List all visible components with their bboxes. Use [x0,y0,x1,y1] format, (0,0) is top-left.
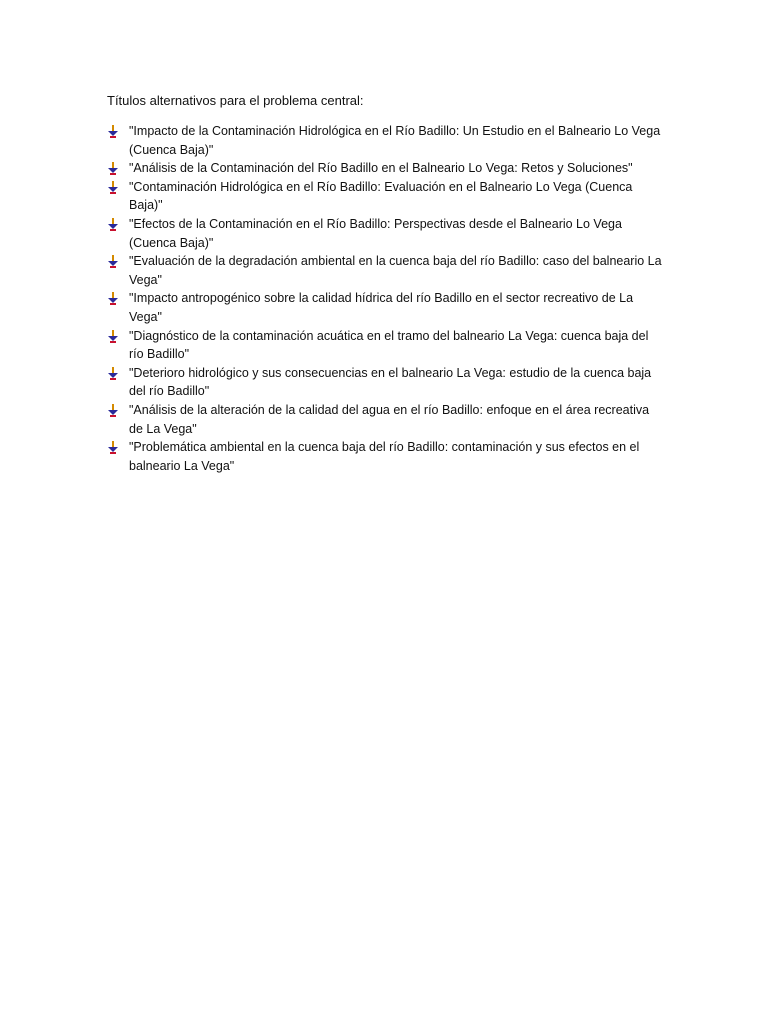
list-item-text: "Impacto de la Contaminación Hidrológica en el Río Badillo: Un Estudio en el Balneario Lo Vega (Cuenca Baja)" [129,124,661,157]
list-item [107,122,663,159]
list-item [107,252,663,289]
document-page [107,92,663,475]
arrow-down-bullet-icon [107,404,119,417]
list-item-text: "Impacto antropogénico sobre la calidad hídrica del río Badillo en el sector recreativo de La Vega" [129,291,634,324]
arrow-down-bullet-icon [107,441,119,454]
arrow-down-bullet-icon [107,162,119,175]
document-heading: Títulos alternativos para el problema central: [107,93,364,108]
list-item [107,289,663,326]
list-item [107,327,663,364]
list-item [107,364,663,401]
arrow-down-bullet-icon [107,367,119,380]
list-item [107,401,663,438]
arrow-down-bullet-icon [107,330,119,343]
list-item-text: "Análisis de la Contaminación del Río Badillo en el Balneario Lo Vega: Retos y Soluciones" [129,161,633,176]
list-item-text: "Análisis de la alteración de la calidad del agua en el río Badillo: enfoque en el área recreativa de La Vega" [129,402,650,436]
arrow-down-bullet-icon [107,218,119,231]
list-item [107,178,663,215]
list-item-text: "Problemática ambiental en la cuenca baja del río Badillo: contaminación y sus efectos en el balneario La Vega" [129,440,640,473]
list-item-text: "Diagnóstico de la contaminación acuática en el tramo del balneario La Vega: cuenca baja del río Badillo" [129,328,649,362]
titles-list [107,122,663,475]
list-item-text: "Contaminación Hidrológica en el Río Badillo: Evaluación en el Balneario Lo Vega (Cuenca Baja)" [129,179,633,213]
arrow-down-bullet-icon [107,255,119,268]
list-item [107,215,663,252]
arrow-down-bullet-icon [107,292,119,305]
list-item [107,159,663,178]
list-item-text: "Evaluación de la degradación ambiental en la cuenca baja del río Badillo: caso del balneario La Vega" [129,254,662,287]
list-item-text: "Deterioro hidrológico y sus consecuencias en el balneario La Vega: estudio de la cuenca baja del río Badillo" [129,365,652,399]
arrow-down-bullet-icon [107,125,119,138]
list-item [107,438,663,475]
arrow-down-bullet-icon [107,181,119,194]
list-item-text: "Efectos de la Contaminación en el Río Badillo: Perspectivas desde el Balneario Lo Vega (Cuenca Baja)" [129,216,622,250]
